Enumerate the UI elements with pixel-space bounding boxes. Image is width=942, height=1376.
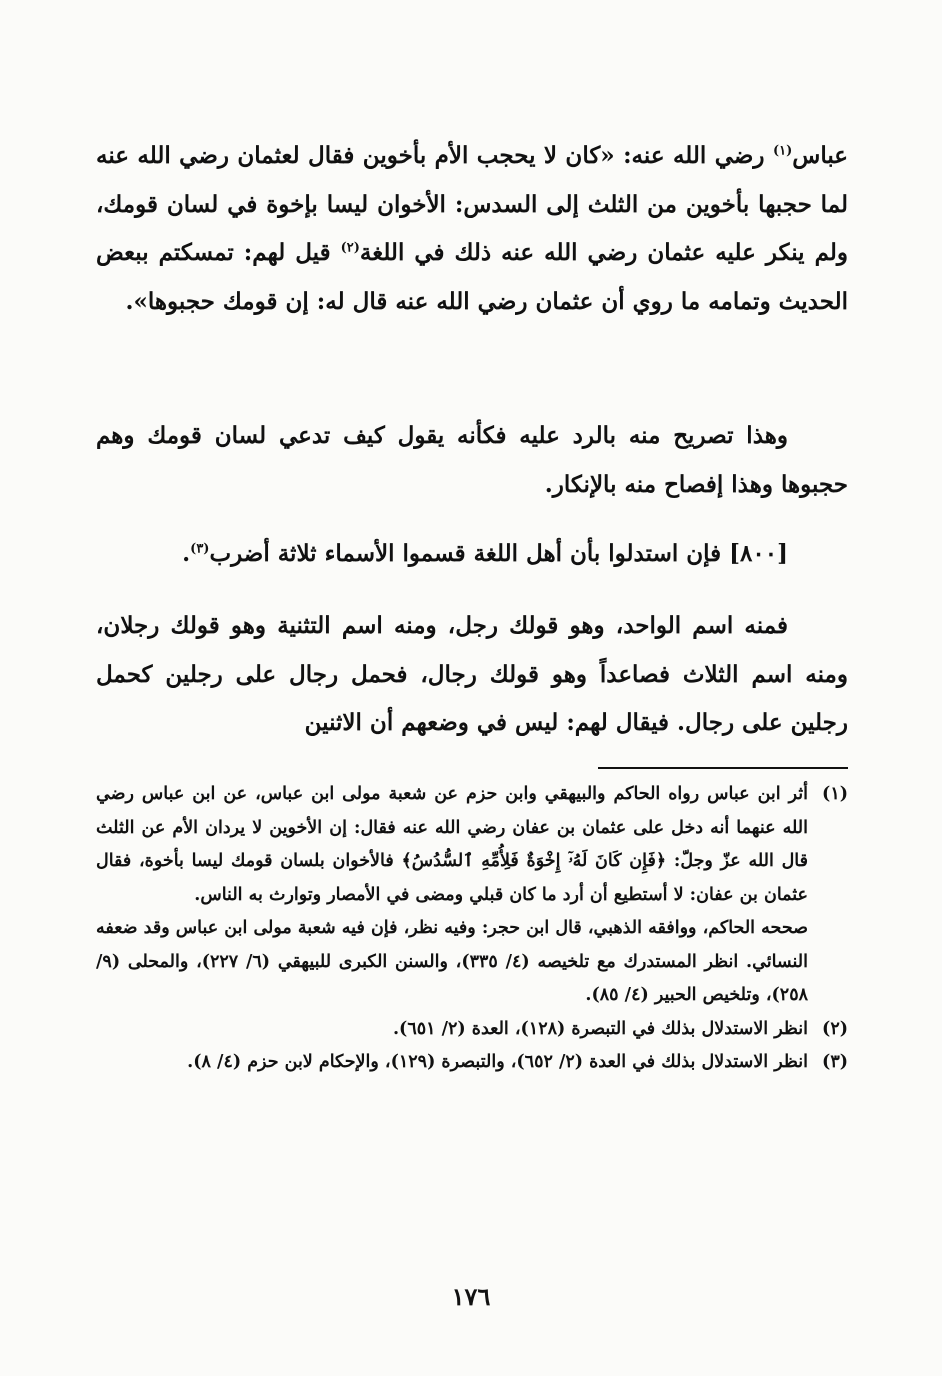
page-number: ١٧٦	[451, 1282, 491, 1311]
footnote-3	[96, 1046, 848, 1080]
paragraph-1	[96, 132, 848, 326]
p1-text-start: عباس	[792, 142, 848, 169]
footnote-text: انظر الاستدلال بذلك في العدة (٢/ ٦٥٢)، والتبصرة (١٢٩)، والإحكام لابن حزم (٤/ ٨).	[187, 1052, 808, 1072]
issue-number: [٨٠٠]	[729, 540, 788, 567]
footnote-ref-3[interactable]: (٣)	[190, 541, 210, 557]
footnote-1	[96, 778, 848, 912]
footnote-number: (٢)	[822, 1018, 848, 1039]
footnotes	[96, 778, 848, 1080]
p3-text: فإن استدلوا بأن أهل اللغة قسموا الأسماء ثلاثة أضرب	[209, 540, 730, 567]
footnote-separator	[598, 767, 848, 769]
footnote-ref-2[interactable]: (٢)	[340, 240, 360, 256]
footnote-2	[96, 1013, 848, 1047]
footnote-ref-1[interactable]: (١)	[772, 143, 793, 159]
p2-text: وهذا تصريح منه بالرد عليه فكأنه يقول كيف تدعي لسان قومك وهم حجبوها وهذا إفصاح منه بالإنكار.	[96, 422, 848, 498]
footnote-number: (١)	[822, 784, 848, 804]
p4-text: فمنه اسم الواحد، وهو قولك رجل، ومنه اسم التثنية وهو قولك رجلان، ومنه اسم الثلاث فصاعداً وهو قولك رجال، فحمل رجال على رجلين كحمل رجلين على رجال. فيقال لهم: ليس في وضعهم أن الاثنين	[96, 612, 848, 736]
footnote-text: أثر ابن عباس رواه الحاكم والبيهقي وابن حزم عن شعبة مولى ابن عباس، عن ابن عباس رضي الله عنهما أنه دخل على عثمان بن عفان رضي الله عنه فقال: إن الأخوين لا يردان الأم عن الثلث قال الله عزّ وجلّ: ﴿فَإِن كَانَ لَهُۥٓ إِخْوَةٌ فَلِأُمِّهِ ٱلسُّدُسُ﴾ فالأخوان بلسان قومك ليسا بأخوة، فقال عثمان بن عفان: لا أستطيع أن أرد ما كان قبلي ومضى في الأمصار وتوارث به الناس.	[96, 784, 808, 905]
footnote-1-continuation: صححه الحاكم، ووافقه الذهبي، قال ابن حجر: وفيه نظر، فإن فيه شعبة مولى ابن عباس وقد ضعفه النسائي. انظر المستدرك مع تلخيصه (٤/ ٣٣٥)، والسنن الكبرى للبيهقي (٦/ ٢٢٧)، والمحلى (٩/ ٢٥٨)، وتلخيص الحبير (٤/ ٨٥).	[96, 918, 809, 1005]
footnote-text: انظر الاستدلال بذلك في التبصرة (١٢٨)، العدة (٢/ ٦٥١).	[392, 1018, 808, 1039]
p1-text-middle: رضي الله عنه: «كان لا يحجب الأم بأخوين فقال لعثمان رضي الله عنه لما حجبها بأخوين من الثلث إلى السدس: الأخوان ليسا بإخوة في لسان قومك، ولم ينكر عليه عثمان رضي الله عنه ذلك في اللغة	[96, 142, 848, 266]
paragraph-4	[96, 602, 848, 748]
p1-text-end: قيل لهم: تمسكتم ببعض الحديث وتمامه ما روي أن عثمان رضي الله عنه قال له: إن قومك حجبوها».	[96, 239, 848, 315]
paragraph-2	[96, 412, 848, 509]
paragraph-3	[96, 530, 848, 579]
p3-end: .	[182, 540, 191, 567]
footnote-number: (٣)	[822, 1052, 848, 1072]
